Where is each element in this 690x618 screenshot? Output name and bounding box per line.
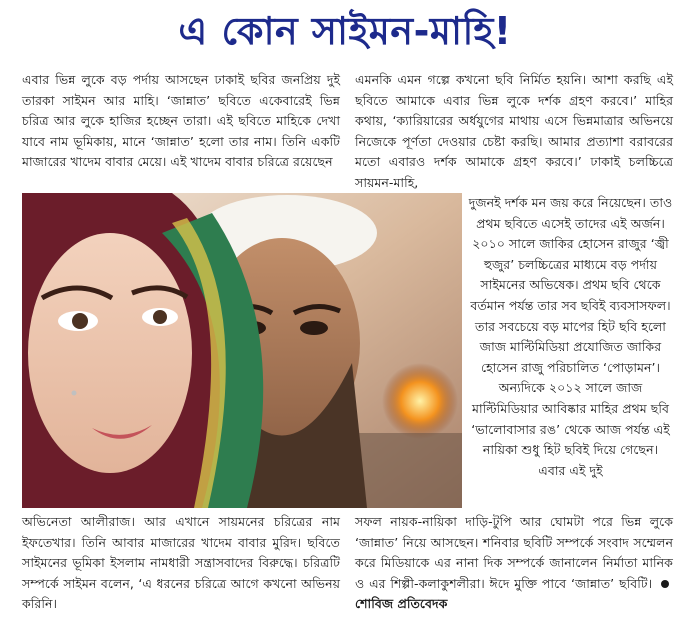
article-photo (22, 193, 462, 508)
article-paragraph: অভিনেতা আলীরাজ। আর এখানে সায়মনের চরিত্রের নাম ইফতেখার। তিনি আবার মাজারের খাদেম বাবার মুরিদ। ছবিতে সাইমনের ভূমিকা ইসলাম নামধারী সন্ত্রাসবাদের বিরুদ্ধে। চরিত্রটি সম্পর্কে সাইমন বলেন, ‘এ ধরনের চরিত্রে আগে কখনো অভিনয় করিনি। (22, 514, 340, 612)
article-column-left-top (22, 70, 340, 173)
article-column-left-bottom (22, 512, 340, 615)
article-column-right-top (355, 70, 673, 194)
article-paragraph (355, 512, 673, 615)
headline: এ কোন সাইমন-মাহি! (178, 9, 512, 53)
article-column-right-bottom (355, 512, 673, 615)
article-paragraph: দুজনই দর্শক মন জয় করে নিয়েছেন। তাও প্রথম ছবিতে এসেই তাদের এই অর্জন। ২০১০ সালে জাকির হোসেন রাজুর ‘জ্বী হুজুর’ চলচ্চিত্রের মাধ্যমে বড় পর্দায় সাইমনের অভিষেক। প্রথম ছবি থেকে বর্তমান পর্যন্ত তার সব ছবিই ব্যবসাসফল। তার সবচেয়ে বড় মাপের হিট ছবি হলো জাজ মাল্টিমিডিয়া প্রযোজিত জাকির হোসেন রাজু পরিচালিত ‘পোড়ামন’। অন্যদিকে ২০১২ সালে জাজ মাল্টিমিডিয়ার আবিষ্কার মাহির প্রথম ছবি ‘ভালোবাসার রঙ’ থেকে আজ পর্যন্ত এই নায়িকা শুধু হিট ছবিই দিয়ে গেছেন। এবার এই দুই (468, 195, 673, 478)
article-paragraph: এমনকি এমন গল্পে কখনো ছবি নির্মিত হয়নি। আশা করছি এই ছবিতে আমাকে এবার ভিন্ন লুকে দর্শক গ্রহণ করবে।’ মাহির কথায়, ‘ক্যারিয়ারের অর্ধযুগের মাথায় এসে ভিন্নমাত্রার অভিনয়ে নিজেকে পূর্ণতা দেওয়ার চেষ্টা করছি। আমার প্রত্যাশা বরাবরের মতো এবারও দর্শক আমাকে গ্রহণ করবে।’ ঢাকাই চলচ্চিত্রে সায়মন-মাহি, (355, 72, 673, 190)
author-credit: শোবিজ প্রতিবেদক (355, 596, 448, 612)
article-column-right-middle (468, 193, 673, 481)
photo-illustration (22, 193, 462, 508)
bullet-icon (661, 580, 669, 588)
article-text: সফল নায়ক-নায়িকা দাড়ি-টুপি আর ঘোমটা পরে ভিন্ন লুকে ‘জান্নাত’ নিয়ে আসছেন। শনিবার ছবিটি সম্পর্কে সংবাদ সম্মেলন করে মিডিয়াকে এর নানা দিক সম্পর্কে জানালেন নির্মাতা মানিক ও এর শিল্পী-কলাকুশলীরা। ঈদে মুক্তি পাবে ‘জান্নাত’ ছবিটি। (355, 514, 673, 591)
article-paragraph: এবার ভিন্ন লুকে বড় পর্দায় আসছেন ঢাকাই ছবির জনপ্রিয় দুই তারকা সাইমন আর মাহি। ‘জান্নাত’ ছবিতে একেবারেই ভিন্ন চরিত্র আর লুকে হাজির হচ্ছেন তারা। এই ছবিতে মাহিকে দেখা যাবে নাম ভূমিকায়, মানে ‘জান্নাত’ হলো তার নাম। তিনি একটি মাজারের খাদেম বাবার মেয়ে। এই খাদেম বাবার চরিত্রে রয়েছেন (22, 72, 340, 170)
explosion-graphic (382, 363, 458, 439)
